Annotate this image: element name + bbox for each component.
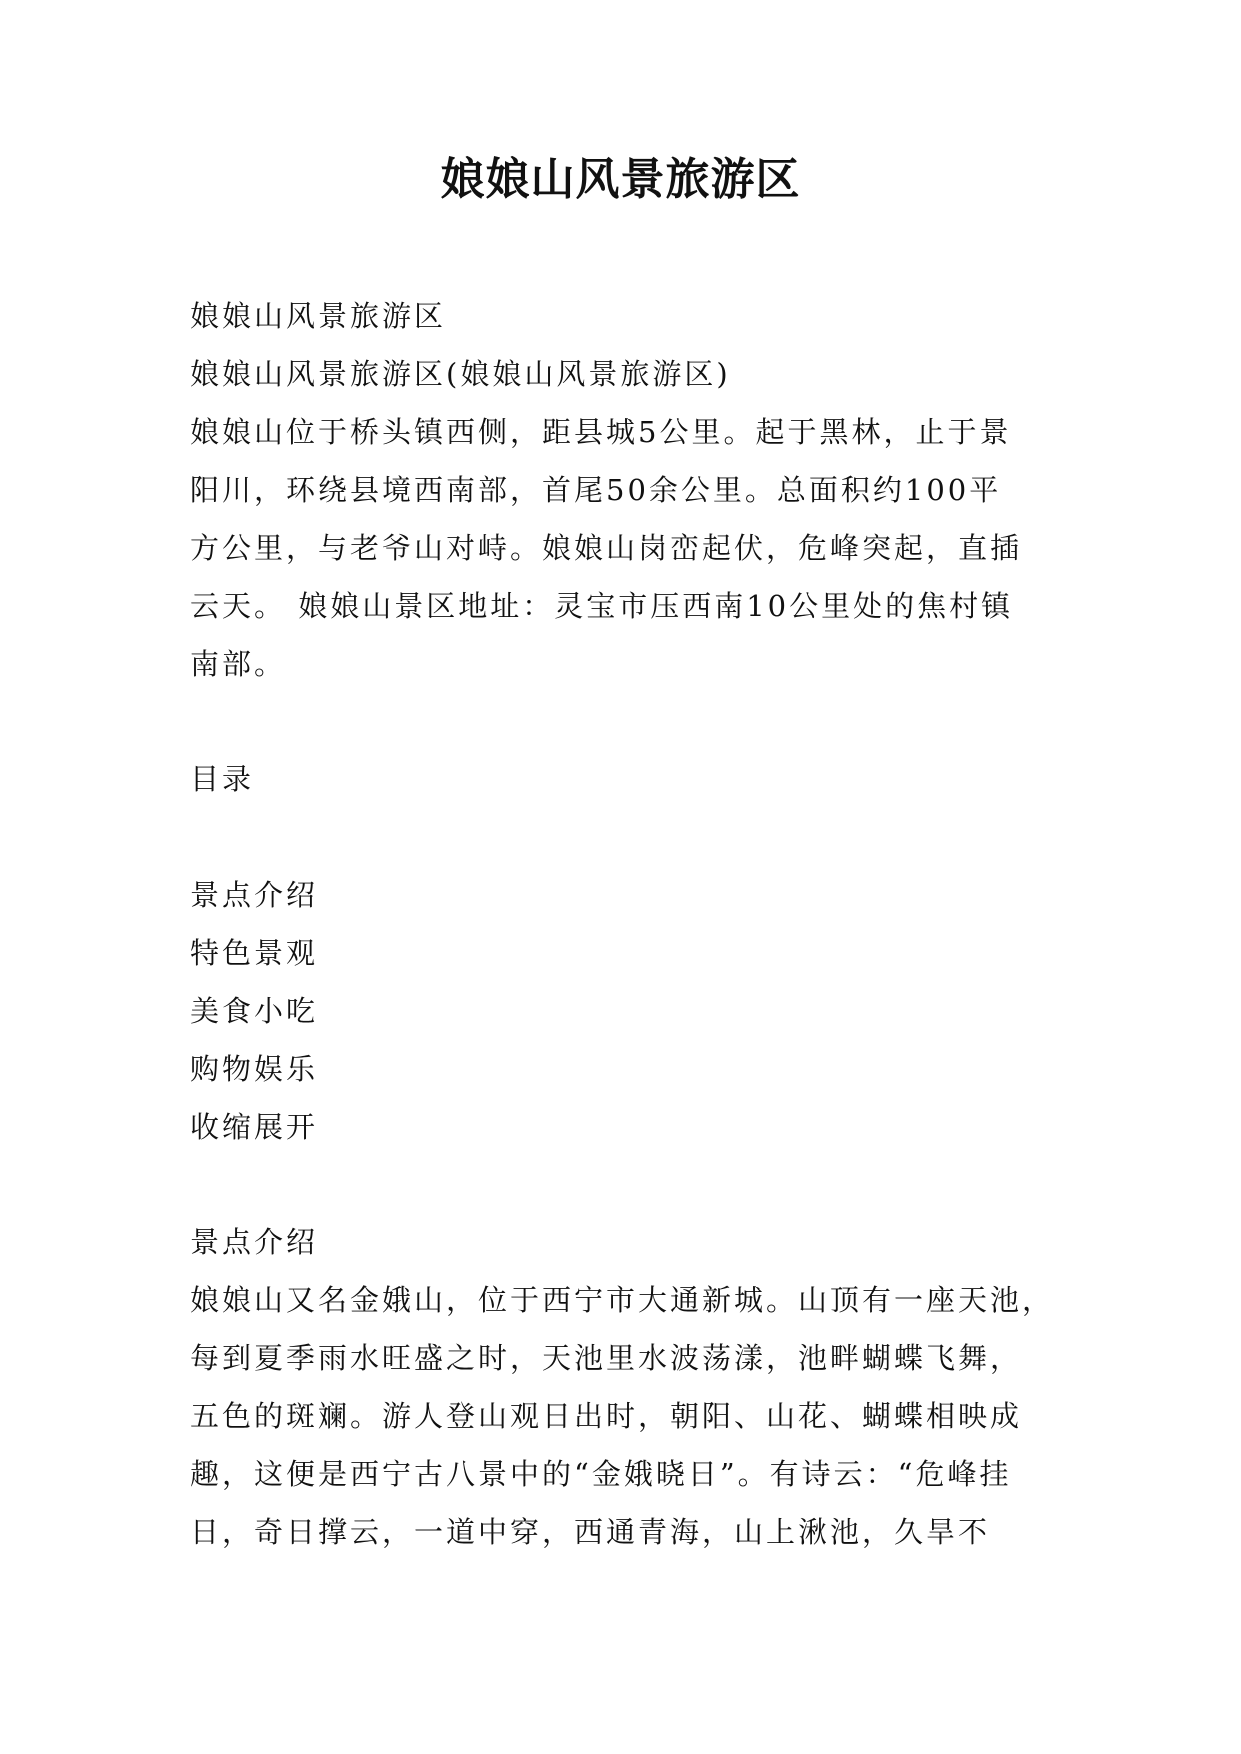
intro-paragraph-line: 娘娘山位于桥头镇西侧，距县城5公里。起于黑林，止于景 xyxy=(190,415,1012,449)
section-paragraph-line: 五色的斑斓。游人登山观日出时，朝阳、山花、蝴蝶相映成 xyxy=(190,1399,1023,1433)
section-heading: 景点介绍 xyxy=(190,1225,319,1259)
toc-item-shopping-entertainment[interactable]: 购物娱乐 xyxy=(190,1052,319,1086)
intro-paragraph-line: 南部。 xyxy=(190,647,287,681)
section-paragraph-line: 趣，这便是西宁古八景中的“金娥晓日”。有诗云：“危峰挂 xyxy=(190,1457,1012,1491)
toc-item-featured-scenery[interactable]: 特色景观 xyxy=(190,936,319,970)
intro-paragraph xyxy=(190,403,1070,693)
toc-item-scenic-intro[interactable]: 景点介绍 xyxy=(190,878,319,912)
intro-section xyxy=(190,287,1070,693)
section-paragraph xyxy=(190,1271,1070,1561)
intro-heading: 娘娘山风景旅游区 xyxy=(190,299,447,333)
section-scenic-intro xyxy=(190,1213,1070,1561)
toc-item-collapse-expand[interactable]: 收缩展开 xyxy=(190,1110,319,1144)
toc-heading: 目录 xyxy=(190,762,255,796)
section-paragraph-line: 日，奇日撑云，一道中穿，西通青海，山上湫池，久旱不 xyxy=(190,1515,991,1549)
intro-paragraph-line: 方公里，与老爷山对峙。娘娘山岗峦起伏，危峰突起，直插 xyxy=(190,531,1023,565)
toc-list xyxy=(190,866,1070,1156)
toc-heading-block xyxy=(190,750,1070,808)
intro-paragraph-line: 云天。 娘娘山景区地址：灵宝市压西南10公里处的焦村镇 xyxy=(190,589,1014,623)
section-paragraph-line: 娘娘山又名金娥山，位于西宁市大通新城。山顶有一座天池， xyxy=(190,1283,1055,1317)
page-title: 娘娘山风景旅游区 xyxy=(440,154,801,205)
toc-item-food-snacks[interactable]: 美食小吃 xyxy=(190,994,319,1028)
intro-subheading: 娘娘山风景旅游区(娘娘山风景旅游区) xyxy=(190,357,731,391)
intro-paragraph-line: 阳川，环绕县境西南部，首尾50余公里。总面积约100平 xyxy=(190,473,1002,507)
section-paragraph-line: 每到夏季雨水旺盛之时，天池里水波荡漾，池畔蝴蝶飞舞， xyxy=(190,1341,1023,1375)
